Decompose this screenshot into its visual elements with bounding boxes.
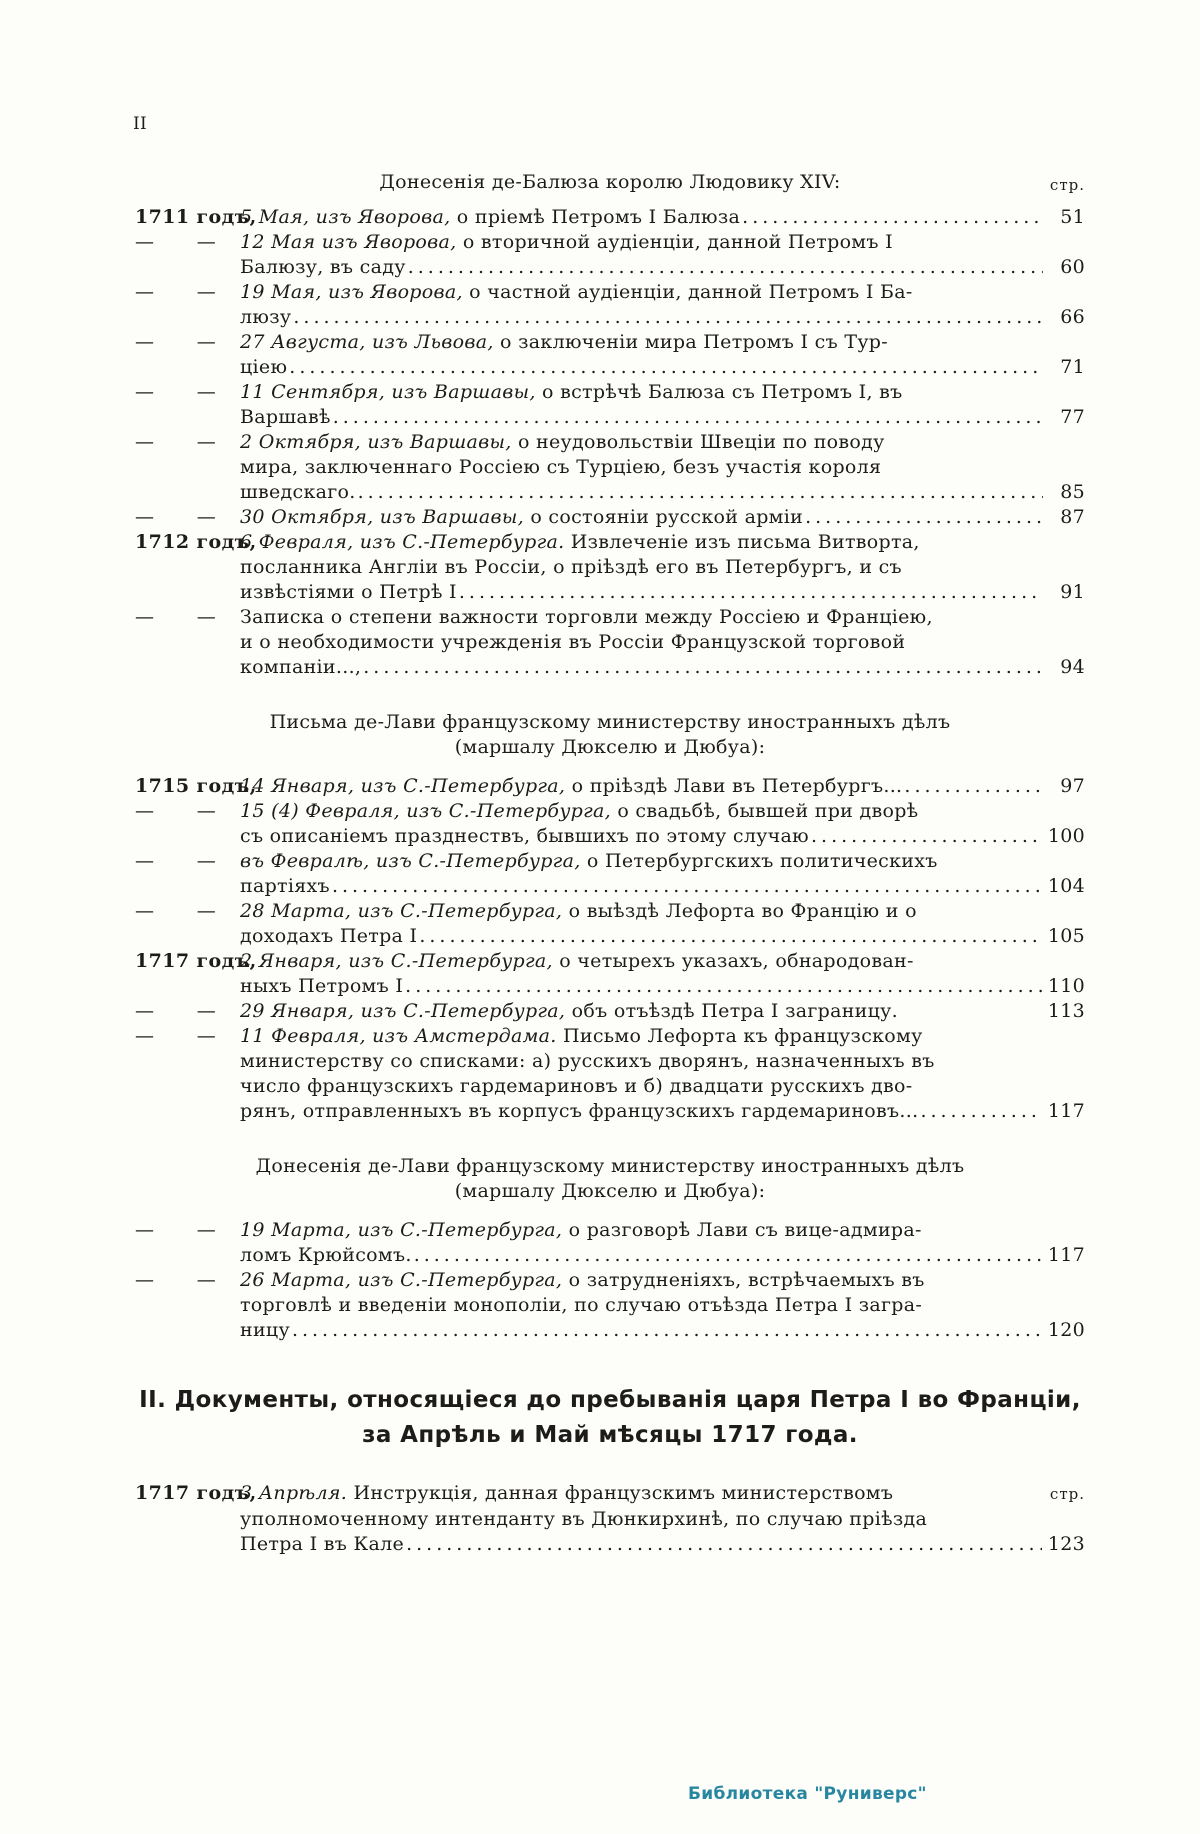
toc-entry <box>135 849 1085 899</box>
entry-text-segment: ціею <box>240 356 288 378</box>
dot-leader <box>805 505 1043 530</box>
entry-text <box>240 949 1085 999</box>
entry-line <box>240 1099 1085 1124</box>
toc-entry <box>135 899 1085 949</box>
page-number: II <box>133 114 148 134</box>
entry-year-label: 1712 годъ, <box>135 531 257 553</box>
toc-entry <box>135 1268 1085 1343</box>
toc-entry <box>135 530 1085 605</box>
entry-line <box>240 630 1085 655</box>
library-watermark: Библиотека "Руниверс" <box>688 1784 927 1804</box>
toc-entry <box>135 949 1085 999</box>
entry-text-segment: 6 Февраля, изъ С.-Петербурга. <box>240 531 565 553</box>
entry-text-segment: ницу <box>240 1319 290 1341</box>
entry-line <box>240 655 1085 680</box>
ditto-dash: — <box>135 850 155 872</box>
entry-line <box>240 580 1085 605</box>
entry-text-segment: рянъ, отправленныхъ въ корпусъ французскихъ гардемариновъ... <box>240 1100 919 1122</box>
entry-text <box>240 1481 1085 1557</box>
entry-text-segment: 2 Января, изъ С.-Петербурга, <box>240 950 553 972</box>
dot-leader <box>292 1318 1042 1343</box>
dot-leader <box>363 655 1043 680</box>
dot-leader <box>419 924 1042 949</box>
entry-text <box>240 330 1085 380</box>
entry-line <box>240 974 1085 999</box>
entry-year-label: 1711 годъ, <box>135 206 257 228</box>
entry-text <box>240 205 1085 230</box>
ditto-dash: — <box>135 431 155 453</box>
entry-page-number: 120 <box>1047 1319 1085 1341</box>
header-line: (маршалу Дюкселю и Дюбуа): <box>454 1180 766 1202</box>
ditto-dash: — <box>135 1219 155 1241</box>
entry-line <box>240 555 1085 580</box>
section-title-line: II. Документы, относящіеся до пребыванія царя Петра I во Франціи, <box>139 1387 1081 1413</box>
entry-text <box>240 280 1085 330</box>
entry-page-number: 105 <box>1047 925 1085 947</box>
entry-line <box>240 305 1085 330</box>
entry-ditto-dashes <box>135 1268 240 1343</box>
entry-line <box>240 605 1085 630</box>
page-column-label: стр. <box>1049 1485 1085 1503</box>
ditto-dash: — <box>196 231 216 253</box>
dot-leader <box>459 580 1043 605</box>
header-line: Письма де-Лави французскому министерству иностранныхъ дѣлъ <box>269 711 951 733</box>
page-column-label: стр. <box>1049 176 1085 194</box>
entry-line <box>240 999 1085 1024</box>
entry-line <box>240 849 1085 874</box>
section-title <box>135 1383 1085 1453</box>
entry-text-segment: 11 Сентября, изъ Варшавы, <box>240 381 536 403</box>
entry-page-number: 91 <box>1060 581 1085 603</box>
entry-line <box>240 799 1085 824</box>
entry-text-segment: о пріемѣ Петромъ I Балюза <box>450 206 741 228</box>
entry-line <box>240 480 1085 505</box>
entry-line <box>240 924 1085 949</box>
entry-page-number: 77 <box>1060 406 1085 428</box>
toc-entry <box>135 999 1085 1024</box>
ditto-dash: — <box>135 506 155 528</box>
entry-text-segment: 26 Марта, изъ С.-Петербурга, <box>240 1269 563 1291</box>
entry-text-segment: 27 Августа, изъ Львова, <box>240 331 494 353</box>
dot-leader <box>358 480 1043 505</box>
entry-text <box>240 230 1085 280</box>
entry-text-segment: и о необходимости учрежденія въ Россіи Французской торговой <box>240 631 906 653</box>
dot-leader <box>293 305 1043 330</box>
entry-page-number: 104 <box>1047 875 1085 897</box>
header-line: Донесенія де-Лави французскому министерству иностранныхъ дѣлъ <box>255 1155 965 1177</box>
entry-line <box>240 355 1085 380</box>
entry-text <box>240 605 1085 680</box>
entry-text-segment: 15 (4) Февраля, изъ С.-Петербурга, <box>240 800 611 822</box>
entry-line <box>240 1074 1085 1099</box>
entry-text-segment: компаніи..., <box>240 656 362 678</box>
toc-entry <box>135 205 1085 230</box>
ditto-dash: — <box>196 1269 216 1291</box>
entry-text-segment: 5 Мая, изъ Яворова, <box>240 206 451 228</box>
entry-text-segment: 14 Января, изъ С.-Петербурга, <box>240 775 566 797</box>
entry-line <box>240 205 1085 230</box>
entry-text <box>240 430 1085 505</box>
entry-line <box>240 774 1085 799</box>
entry-line <box>240 530 1085 555</box>
entry-text-segment: Варшавѣ <box>240 406 331 428</box>
entry-text-segment: о четырехъ указахъ, обнародован- <box>552 950 914 972</box>
entry-page-number: 66 <box>1060 306 1085 328</box>
dot-leader <box>333 405 1043 430</box>
toc-entry <box>135 280 1085 330</box>
ditto-dash: — <box>196 1000 216 1022</box>
entry-ditto-dashes <box>135 999 240 1024</box>
entry-text-segment: о Петербургскихъ политическихъ <box>580 850 938 872</box>
toc-entry <box>135 505 1085 530</box>
ditto-dash: — <box>135 231 155 253</box>
entry-page-number: 94 <box>1060 656 1085 678</box>
entry-line <box>240 874 1085 899</box>
entry-line <box>240 899 1085 924</box>
ditto-dash: — <box>196 431 216 453</box>
entry-line <box>240 430 1085 455</box>
entry-text-segment: люзу <box>240 306 292 328</box>
entry-page-number: 113 <box>1047 1000 1085 1022</box>
entry-text-segment: Записка о степени важности торговли между Россіею и Франціею, <box>240 606 933 628</box>
toc-entry <box>135 330 1085 380</box>
entry-page-number: 117 <box>1047 1244 1085 1266</box>
ditto-dash: — <box>135 1000 155 1022</box>
entry-text-segment: объ отъѣздѣ Петра I заграницу. <box>565 1000 898 1022</box>
entry-text-segment: посланника Англіи въ Россіи, о пріѣздѣ его въ Петербургъ, и съ <box>240 556 902 578</box>
entry-text-segment: Петра I въ Кале <box>240 1533 405 1555</box>
entry-page-number: 51 <box>1060 206 1085 228</box>
entry-text-segment: Инструкція, данная французскимъ министерствомъ <box>347 1482 894 1504</box>
entry-text-segment: ломъ Крюйсомъ. <box>240 1244 412 1266</box>
entry-text-segment: торговлѣ и введеніи монополіи, по случаю отъѣзда Петра I загра- <box>240 1294 923 1316</box>
toc-entry <box>135 430 1085 505</box>
entry-text-segment: о разговорѣ Лави съ вице-адмира- <box>562 1219 922 1241</box>
entry-text-segment: о заключеніи мира Петромъ I съ Тур- <box>493 331 888 353</box>
entry-line <box>240 330 1085 355</box>
entry-text-segment: ныхъ Петромъ I <box>240 975 404 997</box>
entry-text-segment: шведскаго. <box>240 481 356 503</box>
entry-text-segment: 28 Марта, изъ С.-Петербурга, <box>240 900 563 922</box>
entry-page-number: 85 <box>1060 481 1085 503</box>
entry-ditto-dashes <box>135 899 240 949</box>
entry-text-segment: о состояніи русской арміи <box>524 506 804 528</box>
entry-ditto-dashes <box>135 1218 240 1268</box>
entry-text-segment: о частной аудіенціи, данной Петромъ I Ба- <box>462 281 913 303</box>
toc-entry <box>135 1024 1085 1124</box>
entry-text-segment: 29 Января, изъ С.-Петербурга, <box>240 1000 566 1022</box>
entry-line <box>240 380 1085 405</box>
entry-ditto-dashes <box>135 230 240 280</box>
entry-text-segment: Письмо Лефорта къ французскому <box>556 1025 923 1047</box>
entry-year-label: 1717 годъ, <box>135 1482 257 1504</box>
entry-text-segment: о встрѣчѣ Балюза съ Петромъ I, въ <box>535 381 903 403</box>
dot-leader <box>811 824 1042 849</box>
toc-entry <box>135 799 1085 849</box>
entry-text <box>240 530 1085 605</box>
toc-subheader <box>135 710 1085 760</box>
entry-text-segment: 12 Мая изъ Яворова, <box>240 231 457 253</box>
entry-line <box>240 1268 1085 1293</box>
ditto-dash: — <box>196 606 216 628</box>
ditto-dash: — <box>196 331 216 353</box>
table-of-contents <box>135 170 1085 1557</box>
entry-ditto-dashes <box>135 380 240 430</box>
entry-line <box>240 1507 1085 1532</box>
entry-line <box>240 280 1085 305</box>
entry-line <box>240 1243 1085 1268</box>
ditto-dash: — <box>135 606 155 628</box>
entry-text-segment: 19 Мая, изъ Яворова, <box>240 281 463 303</box>
entry-line <box>240 255 1085 280</box>
entry-page-number: 123 <box>1047 1533 1085 1555</box>
toc-header <box>135 170 1085 195</box>
toc-entry <box>135 774 1085 799</box>
ditto-dash: — <box>196 381 216 403</box>
entry-ditto-dashes <box>135 280 240 330</box>
ditto-dash: — <box>196 850 216 872</box>
entry-line <box>240 1218 1085 1243</box>
dot-leader <box>414 1243 1042 1268</box>
toc-entry <box>135 380 1085 430</box>
entry-line <box>240 824 1085 849</box>
entry-text-segment: въ Февралѣ, изъ С.-Петербурга, <box>240 850 581 872</box>
entry-text <box>240 899 1085 949</box>
ditto-dash: — <box>135 900 155 922</box>
dot-leader <box>405 974 1042 999</box>
toc-entry <box>135 1481 1085 1557</box>
entry-ditto-dashes <box>135 849 240 899</box>
entry-year-label: 1717 годъ, <box>135 950 257 972</box>
entry-text <box>240 505 1085 530</box>
dot-leader <box>332 874 1042 899</box>
toc-entry <box>135 605 1085 680</box>
ditto-dash: — <box>196 900 216 922</box>
entry-text-segment: уполномоченному интенданту въ Дюнкирхинѣ, по случаю пріѣзда <box>240 1508 928 1530</box>
entry-text-segment: партіяхъ <box>240 875 330 897</box>
entry-text <box>240 380 1085 430</box>
entry-text <box>240 1218 1085 1268</box>
entry-text-segment: 3 Апрѣля. <box>240 1482 348 1504</box>
entry-page-number: 117 <box>1047 1100 1085 1122</box>
entry-ditto-dashes <box>135 1024 240 1124</box>
section-title-line: за Апрѣль и Май мѣсяцы 1717 года. <box>362 1422 858 1448</box>
entry-text-segment: Балюзу, въ саду <box>240 256 406 278</box>
entry-line <box>240 1293 1085 1318</box>
entry-text-segment: о выѣздѣ Лефорта во Францію и о <box>562 900 917 922</box>
entry-year-label: 1715 годъ, <box>135 775 257 797</box>
entry-page-number: 110 <box>1047 975 1085 997</box>
entry-line <box>240 949 1085 974</box>
ditto-dash: — <box>196 281 216 303</box>
entry-line <box>240 1024 1085 1049</box>
entry-text <box>240 799 1085 849</box>
entry-text-segment: о неудовольствіи Швеціи по поводу <box>511 431 885 453</box>
entry-text-segment: о пріѣздѣ Лави въ Петербургъ... <box>565 775 903 797</box>
ditto-dash: — <box>135 1269 155 1291</box>
entry-text-segment: 19 Марта, изъ С.-Петербурга, <box>240 1219 563 1241</box>
entry-text-segment: о свадьбѣ, бывшей при дворѣ <box>610 800 919 822</box>
ditto-dash: — <box>196 1219 216 1241</box>
entry-page-number: 87 <box>1060 506 1085 528</box>
entry-text <box>240 1024 1085 1124</box>
entry-text-segment: Извлеченіе изъ письма Витворта, <box>564 531 920 553</box>
ditto-dash: — <box>135 331 155 353</box>
ditto-dash: — <box>196 506 216 528</box>
toc-entry <box>135 230 1085 280</box>
entry-text-segment: 2 Октября, изъ Варшавы, <box>240 431 512 453</box>
entry-text-segment: 11 Февраля, изъ Амстердама. <box>240 1025 557 1047</box>
entry-line <box>240 230 1085 255</box>
ditto-dash: — <box>135 1025 155 1047</box>
entry-ditto-dashes <box>135 605 240 680</box>
entry-page-number: 71 <box>1060 356 1085 378</box>
entry-text <box>240 774 1085 799</box>
entry-text-segment: 30 Октября, изъ Варшавы, <box>240 506 525 528</box>
entry-page-number: 100 <box>1047 825 1085 847</box>
dot-leader <box>920 1099 1041 1124</box>
entry-text-segment: доходахъ Петра I <box>240 925 418 947</box>
ditto-dash: — <box>135 281 155 303</box>
entry-line <box>240 1481 1085 1507</box>
entry-line <box>240 1318 1085 1343</box>
entry-text <box>240 999 1085 1024</box>
toc-entry <box>135 1218 1085 1268</box>
entry-text-segment: число французскихъ гардемариновъ и б) двадцати русскихъ дво- <box>240 1075 913 1097</box>
entry-line <box>240 455 1085 480</box>
entry-text-segment: о затрудненіяхъ, встрѣчаемыхъ въ <box>562 1269 925 1291</box>
dot-leader <box>408 255 1043 280</box>
entry-ditto-dashes <box>135 799 240 849</box>
entry-text-segment: о вторичной аудіенціи, данной Петромъ I <box>456 231 893 253</box>
ditto-dash: — <box>196 1025 216 1047</box>
entry-page-number: 60 <box>1060 256 1085 278</box>
entry-ditto-dashes <box>135 430 240 505</box>
toc-subheader <box>135 1154 1085 1204</box>
entry-text <box>240 849 1085 899</box>
entry-text-segment: мира, заключеннаго Россіею съ Турціею, безъ участія короля <box>240 456 882 478</box>
entry-text-segment: министерству со списками: а) русскихъ дворянъ, назначенныхъ въ <box>240 1050 935 1072</box>
entry-ditto-dashes <box>135 505 240 530</box>
dot-leader <box>289 355 1043 380</box>
dot-leader <box>742 205 1043 230</box>
entry-text-segment: съ описаніемъ празднествъ, бывшихъ по этому случаю <box>240 825 810 847</box>
entry-line <box>240 505 1085 530</box>
dot-leader <box>406 1532 1042 1557</box>
entry-line <box>240 1049 1085 1074</box>
entry-ditto-dashes <box>135 330 240 380</box>
dot-leader <box>904 774 1043 799</box>
header-line: (маршалу Дюкселю и Дюбуа): <box>454 736 766 758</box>
ditto-dash: — <box>196 800 216 822</box>
entry-line <box>240 405 1085 430</box>
ditto-dash: — <box>135 800 155 822</box>
header-line: Донесенія де-Балюза королю Людовику XIV: <box>379 171 841 193</box>
entry-page-number: 97 <box>1060 775 1085 797</box>
entry-line <box>240 1532 1085 1557</box>
entry-text <box>240 1268 1085 1343</box>
ditto-dash: — <box>135 381 155 403</box>
entry-text-segment: извѣстіями о Петрѣ I <box>240 581 457 603</box>
